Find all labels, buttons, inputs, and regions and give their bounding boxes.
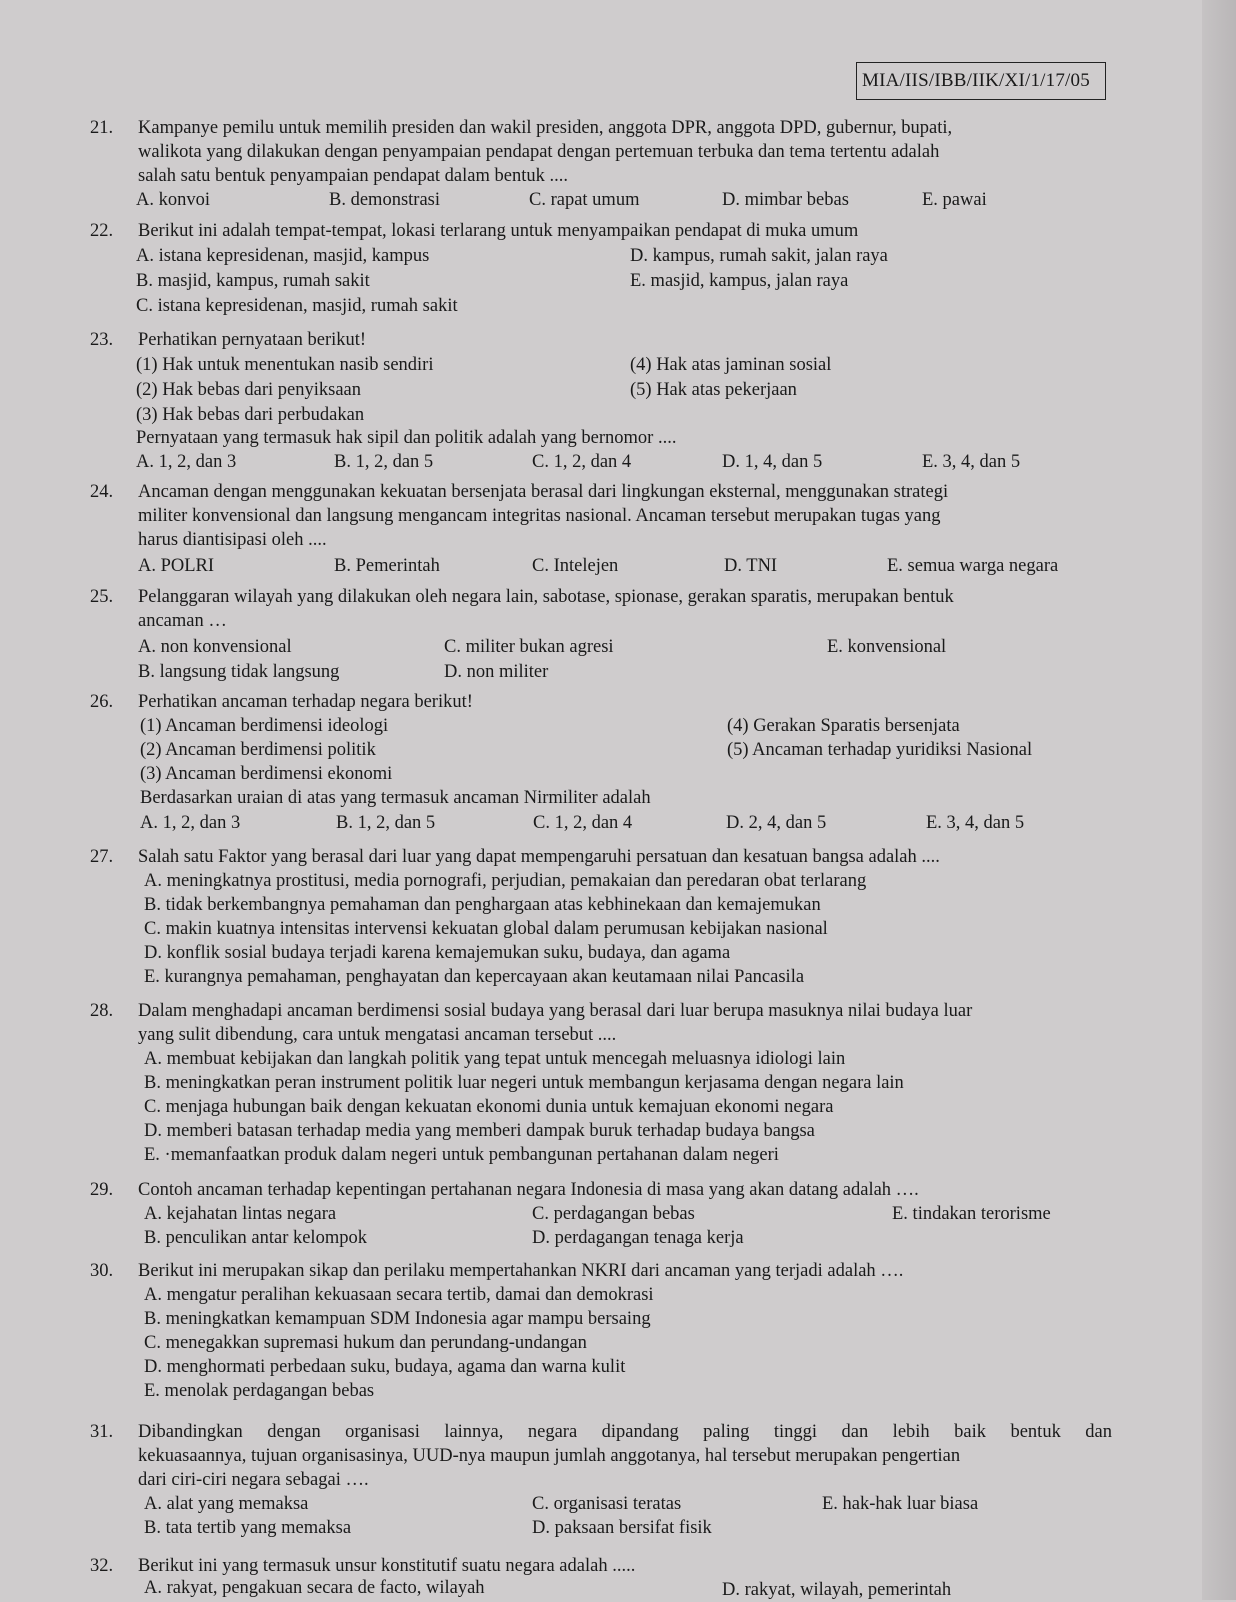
option-c: C. menjaga hubungan baik dengan kekuatan ekonomi dunia untuk kemajuan ekonomi negara [144,1097,834,1117]
question-number: 24. [90,482,114,502]
option-c: C. istana kepresidenan, masjid, rumah sakit [136,296,458,316]
option-b: B. 1, 2, dan 5 [336,813,436,833]
question-stem [138,845,1112,869]
option-d: D. menghormati perbedaan suku, budaya, agama dan warna kulit [144,1357,626,1377]
option-a: A. istana kepresidenan, masjid, kampus [136,246,430,266]
document-code: MIA/IIS/IBB/IIK/XI/1/17/05 [856,62,1106,100]
question-number: 28. [90,1001,114,1021]
option-e: E. pawai [922,190,987,210]
question-number: 26. [90,692,114,712]
option-d: D. perdagangan tenaga kerja [532,1228,744,1248]
option-d: D. 2, 4, dan 5 [726,813,827,833]
stem-line: Berikut ini adalah tempat-tempat, lokasi terlarang untuk menyampaikan pendapat di muka umum [138,221,859,241]
stem-line: dari ciri-ciri negara sebagai …. [138,1470,369,1490]
statement-2: (2) Ancaman berdimensi politik [140,740,376,760]
stem-line: Perhatikan ancaman terhadap negara berikut! [138,692,473,712]
option-e: E. tindakan terorisme [892,1204,1051,1224]
option-b: B. masjid, kampus, rumah sakit [136,271,370,291]
option-d: D. TNI [724,556,778,576]
option-d: D. 1, 4, dan 5 [722,452,823,472]
option-a: A. meningkatnya prostitusi, media pornografi, perjudian, pemakaian dan peredaran obat terlarang [144,871,867,891]
stem-line: walikota yang dilakukan dengan penyampaian pendapat dengan pertemuan terbuka dan tema tertentu adalah [138,142,940,162]
option-e: E. konvensional [827,637,947,657]
option-d: D. kampus, rumah sakit, jalan raya [630,246,888,266]
paper-edge [1202,0,1236,1600]
question-stem [138,690,1112,714]
option-b: B. meningkatkan peran instrument politik luar negeri untuk membangun kerjasama dengan negara lain [144,1073,904,1093]
stem-line: Perhatikan pernyataan berikut! [138,330,367,350]
stem-line: Ancaman dengan menggunakan kekuatan bersenjata berasal dari lingkungan eksternal, menggunakan strategi [138,482,949,502]
stem-line: kekuasaannya, tujuan organisasinya, UUD-nya maupun jumlah anggotanya, hal tersebut merupakan pengertian [138,1446,961,1466]
question-stem [138,1420,1112,1492]
option-e: E. 3, 4, dan 5 [926,813,1025,833]
option-b: B. demonstrasi [329,190,440,210]
option-d: D. paksaan bersifat fisik [532,1518,712,1538]
stem-line: Contoh ancaman terhadap kepentingan pertahanan negara Indonesia di masa yang akan datang adalah …. [138,1180,919,1200]
option-c: C. rapat umum [529,190,640,210]
option-b: B. langsung tidak langsung [138,662,340,682]
option-a: A. 1, 2, dan 3 [136,452,237,472]
stem-line: ancaman … [138,611,227,631]
option-a: A. kejahatan lintas negara [144,1204,337,1224]
question-number: 21. [90,118,114,138]
option-a: A. rakyat, pengakuan secara de facto, wilayah [144,1578,485,1598]
stem-line: Kampanye pemilu untuk memilih presiden dan wakil presiden, anggota DPR, anggota DPD, gubernur, bupati, [138,118,953,138]
question-stem [138,1259,1112,1283]
option-d: D. memberi batasan terhadap media yang memberi dampak buruk terhadap budaya bangsa [144,1121,815,1141]
option-c: C. 1, 2, dan 4 [532,452,632,472]
option-d: D. rakyat, wilayah, pemerintah [722,1580,952,1600]
option-a: A. alat yang memaksa [144,1494,309,1514]
question-number: 32. [90,1556,114,1576]
option-c: C. perdagangan bebas [532,1204,695,1224]
question-stem [138,480,1112,552]
stem-line: Berikut ini yang termasuk unsur konstitutif suatu negara adalah ..... [138,1556,636,1576]
stem-line: salah satu bentuk penyampaian pendapat dalam bentuk .... [138,166,568,186]
statement-2: (2) Hak bebas dari penyiksaan [136,380,361,400]
statement-4: (4) Gerakan Sparatis bersenjata [727,716,960,736]
question-prompt: Pernyataan yang termasuk hak sipil dan politik adalah yang bernomor .... [136,428,677,448]
question-number: 27. [90,847,114,867]
question-stem [138,1554,1112,1578]
option-a: A. POLRI [138,556,215,576]
question-stem [138,1178,1112,1202]
question-prompt: Berdasarkan uraian di atas yang termasuk ancaman Nirmiliter adalah [140,788,651,808]
question-stem [138,328,1112,352]
option-d: D. mimbar bebas [722,190,849,210]
question-number: 22. [90,221,114,241]
option-c: C. makin kuatnya intensitas intervensi kekuatan global dalam perumusan kebijakan nasional [144,919,828,939]
stem-line: yang sulit dibendung, cara untuk mengatasi ancaman tersebut .... [138,1025,617,1045]
question-number: 30. [90,1261,114,1281]
question-stem [138,219,1112,243]
option-a: A. mengatur peralihan kekuasaan secara tertib, damai dan demokrasi [144,1285,654,1305]
option-b: B. tidak berkembangnya pemahaman dan penghargaan atas kebhinekaan dan kemajemukan [144,895,821,915]
option-b: B. Pemerintah [334,556,440,576]
question-stem [138,585,1112,633]
option-c: C. 1, 2, dan 4 [533,813,633,833]
statement-3: (3) Hak bebas dari perbudakan [136,405,365,425]
option-c: C. militer bukan agresi [444,637,614,657]
stem-line: harus diantisipasi oleh .... [138,530,327,550]
question-number: 31. [90,1422,114,1442]
statement-1: (1) Hak untuk menentukan nasib sendiri [136,355,434,375]
option-d: D. konflik sosial budaya terjadi karena kemajemukan suku, budaya, dan agama [144,943,731,963]
option-b: B. penculikan antar kelompok [144,1228,367,1248]
question-number: 29. [90,1180,114,1200]
stem-line: Berikut ini merupakan sikap dan perilaku mempertahankan NKRI dari ancaman yang terjadi adalah …. [138,1261,904,1281]
option-c: C. menegakkan supremasi hukum dan perundang-undangan [144,1333,587,1353]
option-e: E. menolak perdagangan bebas [144,1381,375,1401]
option-b: B. meningkatkan kemampuan SDM Indonesia agar mampu bersaing [144,1309,651,1329]
option-a: A. 1, 2, dan 3 [140,813,241,833]
stem-line: Pelanggaran wilayah yang dilakukan oleh negara lain, sabotase, spionase, gerakan sparatis, merupakan bentuk [138,587,954,607]
option-e: E. masjid, kampus, jalan raya [630,271,849,291]
question-number: 25. [90,587,114,607]
question-stem [138,999,1112,1047]
option-e: E. kurangnya pemahaman, penghayatan dan kepercayaan akan keutamaan nilai Pancasila [144,967,805,987]
option-a: A. membuat kebijakan dan langkah politik yang tepat untuk mencegah meluasnya idiologi lain [144,1049,846,1069]
option-a: A. non konvensional [138,637,292,657]
statement-1: (1) Ancaman berdimensi ideologi [140,716,389,736]
option-a: A. konvoi [136,190,210,210]
option-e: E. ·memanfaatkan produk dalam negeri untuk pembangunan pertahanan dalam negeri [144,1145,779,1165]
stem-line: Salah satu Faktor yang berasal dari luar yang dapat mempengaruhi persatuan dan kesatuan bangsa adalah .... [138,847,940,867]
statement-3: (3) Ancaman berdimensi ekonomi [140,764,393,784]
statement-5: (5) Hak atas pekerjaan [630,380,797,400]
option-e: E. hak-hak luar biasa [822,1494,979,1514]
option-b: B. tata tertib yang memaksa [144,1518,352,1538]
question-number: 23. [90,330,114,350]
statement-5: (5) Ancaman terhadap yuridiksi Nasional [727,740,1033,760]
option-c: C. Intelejen [532,556,619,576]
option-d: D. non militer [444,662,549,682]
option-c: C. organisasi teratas [532,1494,682,1514]
stem-line: militer konvensional dan langsung mengancam integritas nasional. Ancaman tersebut merupakan tugas yang [138,506,941,526]
option-e: E. 3, 4, dan 5 [922,452,1021,472]
option-e: E. semua warga negara [887,556,1059,576]
statement-4: (4) Hak atas jaminan sosial [630,355,832,375]
stem-line: Dibandingkan dengan organisasi lainnya, negara dipandang paling tinggi dan lebih baik bentuk dan [138,1422,1112,1442]
stem-line: Dalam menghadapi ancaman berdimensi sosial budaya yang berasal dari luar berupa masuknya nilai budaya luar [138,1001,973,1021]
question-stem [138,116,1112,188]
option-b: B. 1, 2, dan 5 [334,452,434,472]
